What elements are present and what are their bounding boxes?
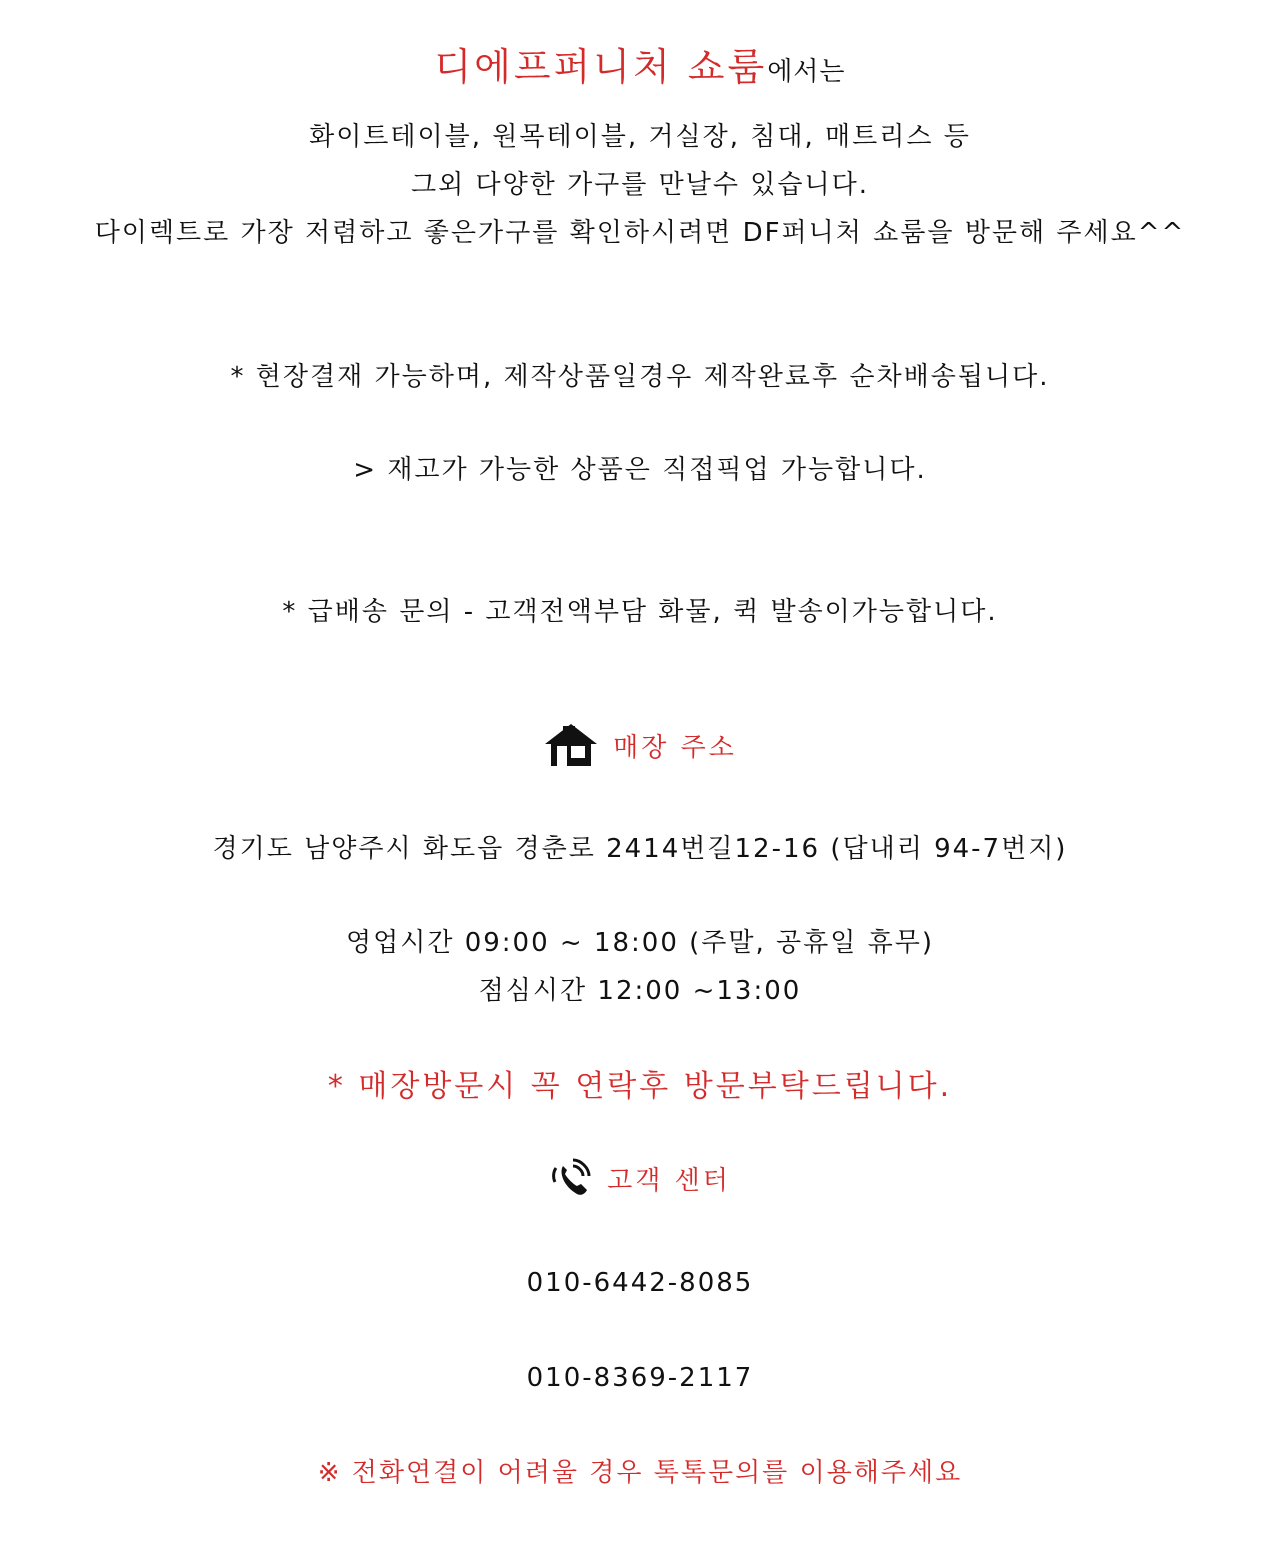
intro-line-more: 그외 다양한 가구를 만날수 있습니다. bbox=[410, 170, 870, 200]
store-address-label: 매장 주소 bbox=[613, 732, 737, 763]
business-hours: 영업시간 09:00 ~ 18:00 (주말, 공휴일 휴무) bbox=[345, 928, 935, 958]
phone-icon bbox=[549, 1156, 593, 1200]
customer-center-label: 고객 센터 bbox=[607, 1165, 731, 1196]
intro-line-visit: 다이렉트로 가장 저렴하고 좋은가구를 확인하시려면 DF퍼니처 쇼룸을 방문해 주세요^^ bbox=[94, 218, 1186, 248]
pickup-notice: > 재고가 가능한 상품은 직접픽업 가능합니다. bbox=[353, 455, 927, 485]
phone-number-1: 010-6442-8085 bbox=[526, 1268, 754, 1298]
talk-inquiry-notice: ※ 전화연결이 어려울 경우 톡톡문의를 이용해주세요 bbox=[317, 1458, 963, 1488]
customer-center-heading bbox=[0, 1156, 1280, 1200]
house-icon bbox=[543, 722, 599, 768]
intro-title-suffix: 에서는 bbox=[767, 57, 846, 87]
phone-number-2: 010-8369-2117 bbox=[526, 1363, 754, 1393]
store-address: 경기도 남양주시 화도읍 경춘로 2414번길12-16 (답내리 94-7번지) bbox=[212, 834, 1068, 864]
store-address-heading bbox=[0, 722, 1280, 768]
lunch-hours: 점심시간 12:00 ~13:00 bbox=[478, 976, 802, 1006]
visit-notice: * 매장방문시 꼭 연락후 방문부탁드립니다. bbox=[327, 1069, 953, 1104]
payment-notice: * 현장결재 가능하며, 제작상품일경우 제작완료후 순차배송됩니다. bbox=[230, 362, 1050, 392]
showroom-name: 디에프퍼니처 쇼룸 bbox=[434, 45, 768, 89]
urgent-delivery-notice: * 급배송 문의 - 고객전액부담 화물, 퀵 발송이가능합니다. bbox=[282, 597, 998, 627]
intro-title bbox=[0, 45, 1280, 89]
intro-line-products: 화이트테이블, 원목테이블, 거실장, 침대, 매트리스 등 bbox=[309, 122, 971, 152]
